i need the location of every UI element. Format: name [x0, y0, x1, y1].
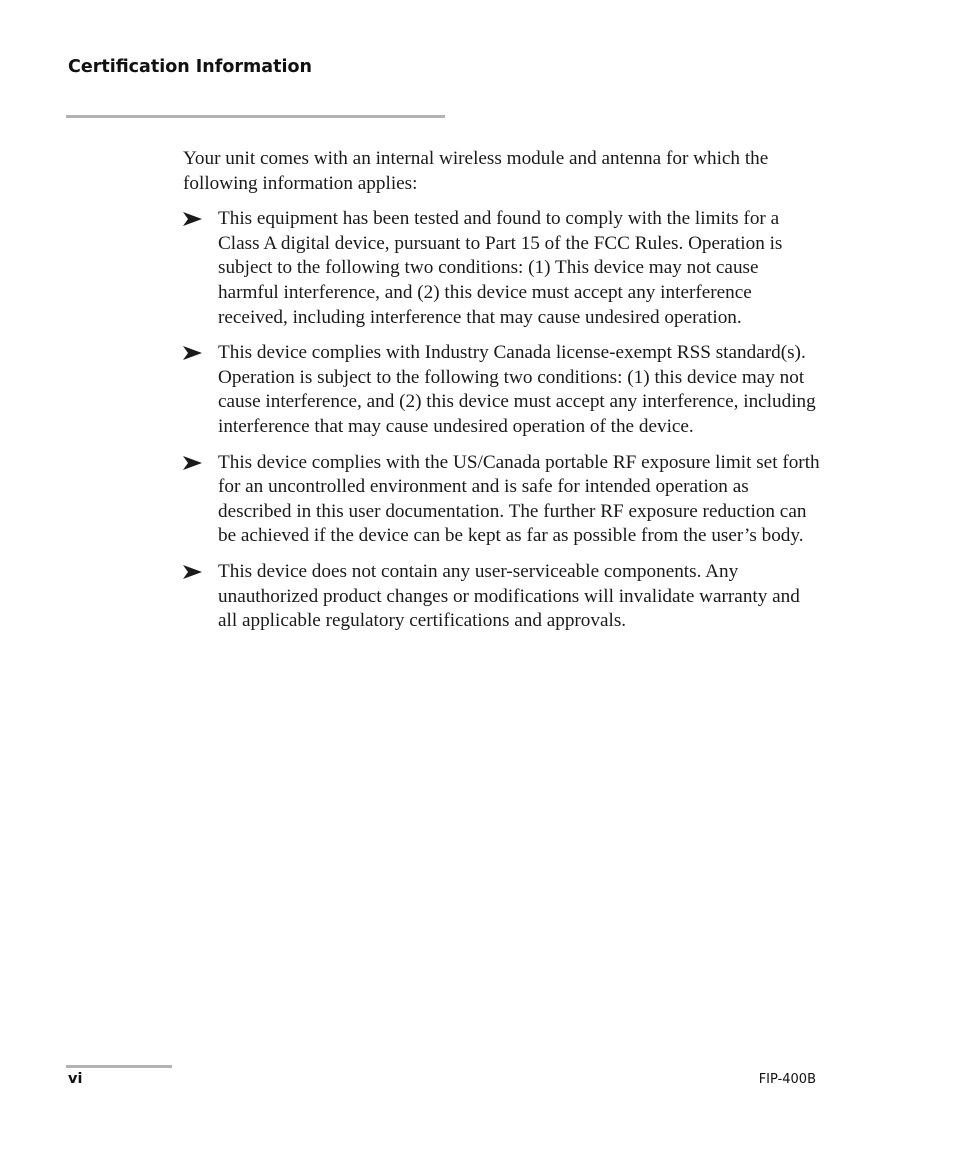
- bullet-text: This device complies with Industry Canada license-exempt RSS standard(s). Operation is subject to the following two conditions: (1) this device may not cause interference, and (2) this device must accept any interference, including interference that may cause undesired operation of the device.: [218, 342, 816, 437]
- header-divider: [66, 115, 445, 118]
- bullet-item-serviceable-components: [183, 560, 823, 634]
- page-content: [183, 147, 823, 645]
- section-title: Certification Information: [68, 57, 312, 77]
- arrowhead-bullet-icon: [183, 207, 205, 232]
- bullet-item-industry-canada: [183, 341, 823, 439]
- bullet-item-rf-exposure: [183, 451, 823, 549]
- footer-divider: [66, 1065, 172, 1068]
- bullet-text: This equipment has been tested and found to comply with the limits for a Class A digital device, pursuant to Part 15 of the FCC Rules. Operation is subject to the following two conditions: (1) This device may not cause harmful interference, and (2) this device must accept any interference received, including interference that may cause undesired operation.: [218, 208, 783, 328]
- arrowhead-bullet-icon: [183, 560, 205, 585]
- page-number: vi: [68, 1071, 83, 1087]
- arrowhead-bullet-icon: [183, 451, 205, 476]
- arrowhead-bullet-icon: [183, 341, 205, 366]
- bullet-text: This device does not contain any user-serviceable components. Any unauthorized product changes or modifications will invalidate warranty and all applicable regulatory certifications and approvals.: [218, 560, 800, 632]
- intro-paragraph: Your unit comes with an internal wireless module and antenna for which the following information applies:: [183, 148, 769, 194]
- bullet-item-fcc: [183, 207, 823, 330]
- bullet-text: This device complies with the US/Canada portable RF exposure limit set forth for an uncontrolled environment and is safe for intended operation as described in this user documentation. The further RF exposure reduction can be achieved if the device can be kept as far as possible from the user’s body.: [218, 451, 820, 547]
- compliance-bullet-list: [183, 207, 823, 634]
- product-name: FIP-400B: [758, 1072, 816, 1087]
